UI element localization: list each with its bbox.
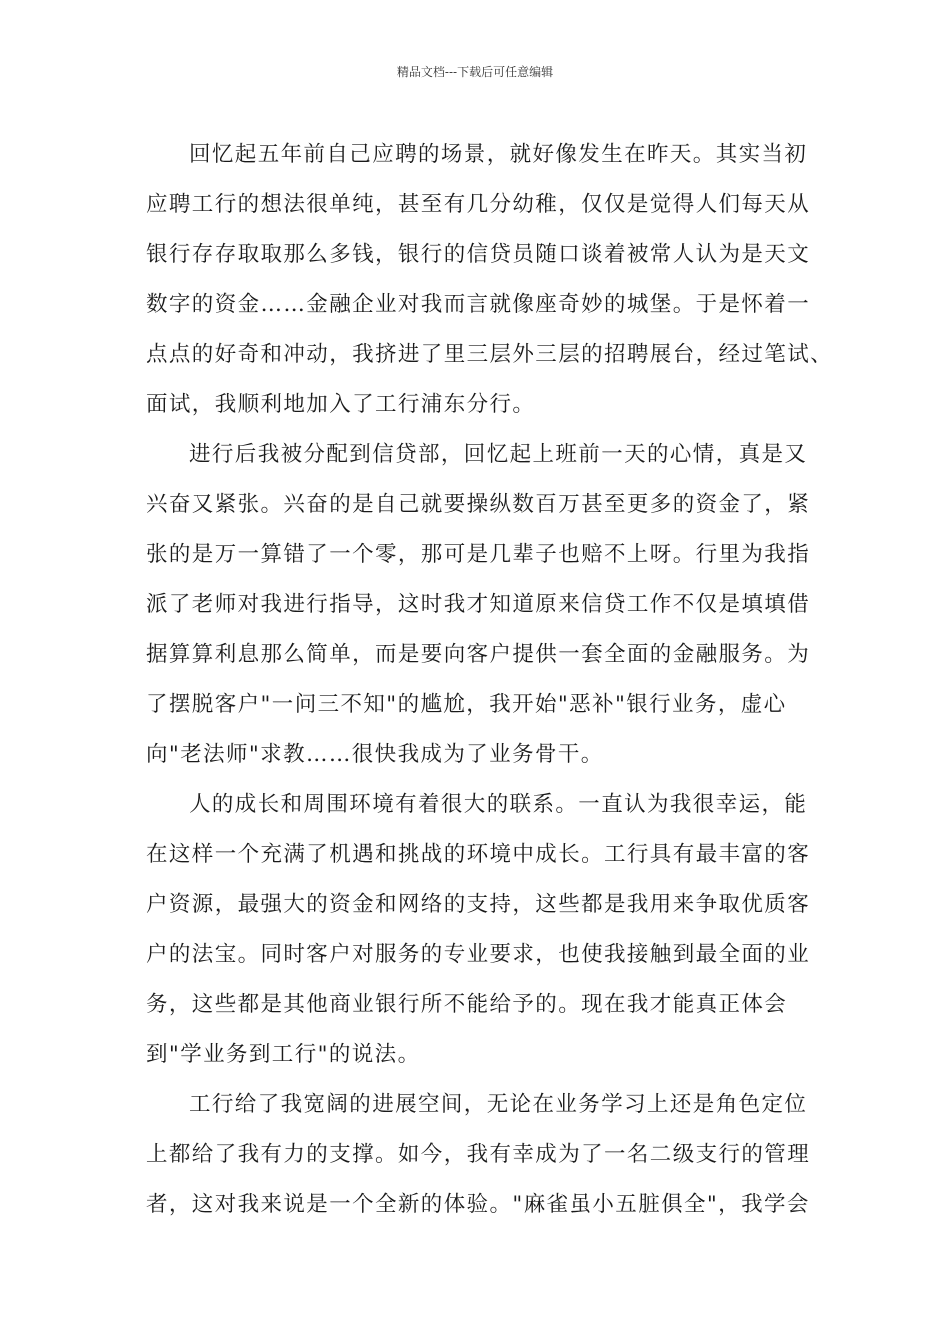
text-line: 人的成长和周围环境有着很大的联系。一直认为我很幸运，能 bbox=[189, 792, 808, 817]
paragraph bbox=[146, 780, 828, 1080]
text-line: 向"老法师"求教……很快我成为了业务骨干。 bbox=[146, 742, 604, 767]
text-line: 到"学业务到工行"的说法。 bbox=[146, 1042, 421, 1067]
text-line: 户的法宝。同时客户对服务的专业要求，也使我接触到最全面的业 bbox=[146, 942, 811, 967]
text-line: 面试，我顺利地加入了工行浦东分行。 bbox=[146, 392, 536, 417]
paragraph-list bbox=[146, 130, 834, 1230]
text-line: 应聘工行的想法很单纯，甚至有几分幼稚，仅仅是觉得人们每天从 bbox=[146, 192, 811, 217]
text-line: 在这样一个充满了机遇和挑战的环境中成长。工行具有最丰富的客 bbox=[146, 842, 811, 867]
text-line: 派了老师对我进行指导，这时我才知道原来信贷工作不仅是填填借 bbox=[146, 592, 811, 617]
text-line: 点点的好奇和冲动，我挤进了里三层外三层的招聘展台，经过笔试、 bbox=[146, 342, 834, 367]
text-line: 务，这些都是其他商业银行所不能给予的。现在我才能真正体会 bbox=[146, 992, 788, 1017]
text-line: 数字的资金……金融企业对我而言就像座奇妙的城堡。于是怀着一 bbox=[146, 292, 811, 317]
text-line: 进行后我被分配到信贷部，回忆起上班前一天的心情，真是又 bbox=[189, 442, 808, 467]
paragraph bbox=[146, 430, 828, 780]
paragraph bbox=[146, 1080, 828, 1230]
text-line: 据算算利息那么简单，而是要向客户提供一套全面的金融服务。为 bbox=[146, 642, 811, 667]
text-line: 兴奋又紧张。兴奋的是自己就要操纵数百万甚至更多的资金了，紧 bbox=[146, 492, 811, 517]
document-body bbox=[146, 130, 834, 1230]
text-line: 张的是万一算错了一个零，那可是几辈子也赔不上呀。行里为我指 bbox=[146, 542, 811, 567]
text-line: 回忆起五年前自己应聘的场景，就好像发生在昨天。其实当初 bbox=[189, 142, 808, 167]
text-line: 上都给了我有力的支撑。如今，我有幸成为了一名二级支行的管理 bbox=[146, 1142, 811, 1167]
text-line: 工行给了我宽阔的进展空间，无论在业务学习上还是角色定位 bbox=[189, 1092, 808, 1117]
text-line: 者，这对我来说是一个全新的体验。"麻雀虽小五脏俱全"，我学会 bbox=[146, 1192, 810, 1217]
paragraph bbox=[146, 130, 834, 430]
page-header: 精品文档---下载后可任意编辑 bbox=[396, 65, 554, 79]
text-line: 了摆脱客户"一问三不知"的尴尬，我开始"恶补"银行业务，虚心 bbox=[146, 692, 787, 717]
text-line: 银行存存取取那么多钱，银行的信贷员随口谈着被常人认为是天文 bbox=[146, 242, 811, 267]
text-line: 户资源，最强大的资金和网络的支持，这些都是我用来争取优质客 bbox=[146, 892, 811, 917]
